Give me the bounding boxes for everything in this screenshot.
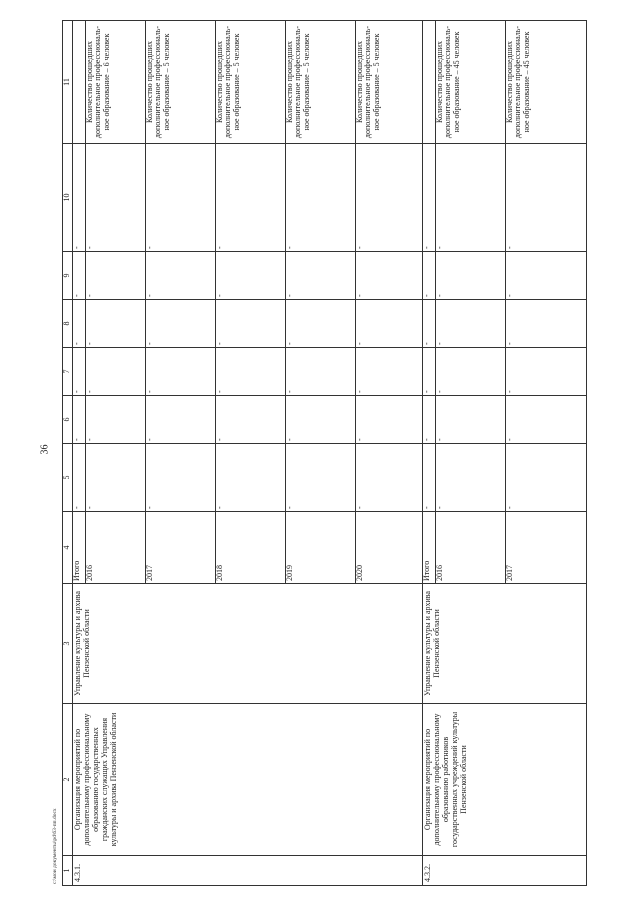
program-table	[62, 20, 587, 886]
result-cell: Количество прошедших дополнительное профессиональ-ное образование – 5 человек	[354, 25, 382, 139]
rotated-table-wrapper	[62, 21, 587, 886]
value-cell: -	[504, 246, 514, 249]
col-num: 1	[63, 856, 73, 886]
item-executor: Управление культуры и архива Пензенской области	[73, 584, 423, 704]
value-cell: -	[423, 300, 435, 347]
year-cell: 2016	[435, 512, 505, 583]
year-cell: 2017	[145, 512, 215, 583]
col-num: 5	[63, 444, 73, 512]
result-cell	[73, 21, 85, 143]
year-cell: 2019	[285, 512, 355, 583]
value-cell: -	[145, 396, 215, 443]
value-cell: -	[504, 390, 514, 393]
total-label: Итого	[423, 512, 435, 583]
value-cell: -	[285, 300, 355, 347]
value-cell: -	[73, 396, 85, 443]
table-row	[73, 21, 423, 886]
value-cell: -	[215, 444, 285, 511]
value-cell: -	[435, 144, 505, 251]
value-cell: -	[285, 252, 355, 299]
year-cell: 2018	[215, 512, 285, 583]
page-number: 36	[39, 444, 51, 455]
col-num: 3	[63, 584, 73, 704]
value-cell: -	[285, 348, 355, 395]
value-cell: -	[354, 342, 364, 345]
value-cell: -	[85, 144, 145, 251]
col-num: 9	[63, 252, 73, 300]
value-cell: -	[145, 144, 215, 251]
result-cell: Количество прошедших дополнительное профессиональ-ное образование – 6 человек	[85, 21, 145, 143]
col-num: 7	[63, 348, 73, 396]
result-cell: Количество прошедших дополнительное профессиональ-ное образование – 45 человек	[504, 25, 532, 139]
value-cell: -	[73, 444, 85, 511]
value-cell: -	[423, 144, 435, 251]
value-cell: -	[85, 444, 145, 511]
item-number: 4.3.2.	[423, 856, 587, 886]
value-cell: -	[435, 300, 505, 347]
value-cell: -	[85, 300, 145, 347]
value-cell: -	[423, 252, 435, 299]
value-cell: -	[423, 396, 435, 443]
value-cell: -	[73, 144, 85, 251]
value-cell: -	[354, 294, 364, 297]
value-cell: -	[145, 252, 215, 299]
footer-file-path: c:\мои документы\pd\63-пп.docx	[52, 808, 58, 884]
value-cell: -	[85, 348, 145, 395]
value-cell: -	[354, 506, 364, 509]
year-cell: 2020	[354, 565, 364, 581]
value-cell: -	[215, 144, 285, 251]
value-cell: -	[73, 300, 85, 347]
value-cell: -	[215, 300, 285, 347]
item-name: Организация мероприятий по дополнительному профессиональному образованию государственных гражданских служащих Управления культуры и архива Пензенской области	[73, 704, 423, 856]
value-cell: -	[285, 444, 355, 511]
col-num: 6	[63, 396, 73, 444]
result-cell: Количество прошедших дополнительное профессиональ-ное образование – 5 человек	[145, 21, 215, 143]
value-cell: -	[423, 348, 435, 395]
item-name: Организация мероприятий по дополнительному профессиональному образованию работников государственных учреждений культуры Пензенской области	[423, 704, 587, 856]
year-cell: 2017	[504, 565, 514, 581]
result-cell	[423, 21, 435, 143]
value-cell: -	[215, 348, 285, 395]
value-cell: -	[145, 300, 215, 347]
value-cell: -	[73, 252, 85, 299]
value-cell: -	[504, 294, 514, 297]
table-row	[423, 21, 587, 886]
value-cell: -	[73, 348, 85, 395]
item-executor: Управление культуры и архива Пензенской области	[423, 584, 587, 704]
value-cell: -	[354, 246, 364, 249]
value-cell: -	[354, 438, 364, 441]
year-cell: 2016	[85, 512, 145, 583]
value-cell: -	[285, 144, 355, 251]
col-num: 2	[63, 704, 73, 856]
col-num: 4	[63, 512, 73, 584]
col-num: 10	[63, 144, 73, 252]
total-label: Итого	[73, 512, 85, 583]
result-cell: Количество прошедших дополнительное профессиональ-ное образование – 5 человек	[285, 21, 355, 143]
value-cell: -	[215, 396, 285, 443]
value-cell: -	[435, 348, 505, 395]
value-cell: -	[85, 252, 145, 299]
col-num: 11	[63, 21, 73, 144]
result-cell: Количество прошедших дополнительное профессиональ-ное образование – 45 человек	[435, 21, 505, 143]
column-number-row	[63, 21, 73, 886]
value-cell: -	[435, 396, 505, 443]
item-number: 4.3.1.	[73, 856, 423, 886]
value-cell: -	[504, 342, 514, 345]
value-cell: -	[435, 444, 505, 511]
col-num: 8	[63, 300, 73, 348]
value-cell: -	[85, 396, 145, 443]
value-cell: -	[145, 444, 215, 511]
value-cell: -	[354, 390, 364, 393]
value-cell: -	[215, 252, 285, 299]
value-cell: -	[285, 396, 355, 443]
value-cell: -	[145, 348, 215, 395]
value-cell: -	[423, 444, 435, 511]
value-cell: -	[504, 438, 514, 441]
result-cell: Количество прошедших дополнительное профессиональ-ное образование – 5 человек	[215, 21, 285, 143]
value-cell: -	[504, 506, 514, 509]
value-cell: -	[435, 252, 505, 299]
